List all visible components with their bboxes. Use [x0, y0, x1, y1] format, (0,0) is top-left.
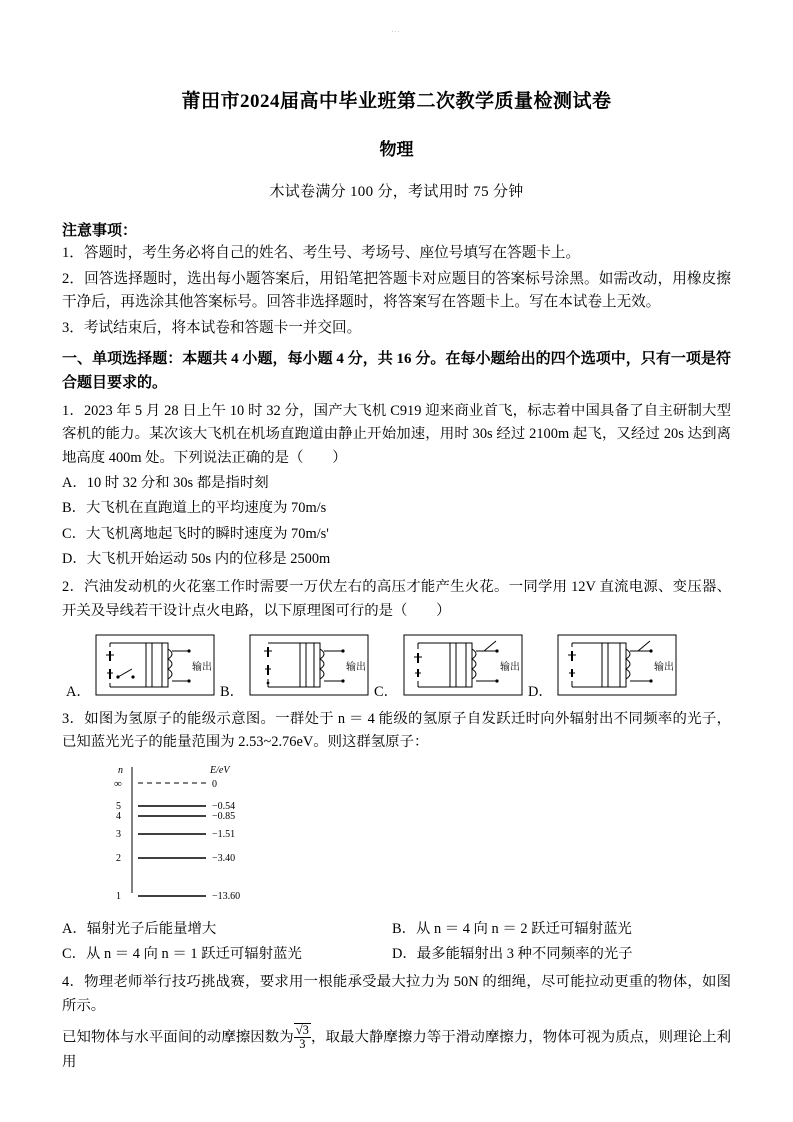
- fraction-numerator: √3: [295, 1023, 309, 1038]
- question-3-option-d: D．最多能辐射出 3 种不同频率的光子: [392, 946, 633, 963]
- question-3-option-b: B．从 n ＝ 4 向 n ＝ 2 跃迁可辐射蓝光: [392, 920, 632, 937]
- question-1-stem: 1．2023 年 5 月 28 日上午 10 时 32 分，国产大飞机 C919 迎来商业首飞，标志着中国具备了自主研制大型客机的能力。某次该大飞机在机场直跑道由静止开始加速，用时 30s 经过 2100m 起飞，又经过 20s 达到离地高度 400m 处。下列说法正确的是（ ）: [62, 403, 731, 466]
- level-label-inf: ∞: [114, 777, 122, 790]
- level-energy-3: −1.51: [212, 828, 236, 840]
- question-2-stem: 2．汽油发动机的火花塞工作时需要一万伏左右的高压才能产生火花。一同学用 12V 直流电源、变压器、开关及导线若干设计点火电路，以下原理图可行的是（ ）: [62, 579, 731, 619]
- circuit-d-output-text: 输出: [654, 662, 674, 674]
- question-3-option-c: C．从 n ＝ 4 向 n ＝ 1 跃迁可辐射蓝光: [62, 946, 302, 963]
- circuit-option-b: [220, 631, 374, 703]
- level-energy-1: −13.60: [212, 890, 241, 902]
- question-1-option-a: A．10 时 32 分和 30s 都是指时刻: [62, 475, 269, 492]
- circuit-b-output-text: 输出: [346, 662, 366, 674]
- full-mark-line: 木试卷满分 100 分，考试用时 75 分钟: [269, 184, 524, 200]
- level-label-5: 5: [116, 800, 121, 812]
- question-3-energy-level-figure: [102, 761, 731, 916]
- question-1-option-b: B．大飞机在直跑道上的平均速度为 70m/s: [62, 500, 327, 517]
- question-3-option-a: A．辐射光子后能量增大: [62, 920, 217, 937]
- question-4-stem-part-2: ，取最大静摩擦力等于滑动摩擦力，物体可视为质点，则理论上利用: [62, 1029, 731, 1071]
- energy-level-diagram: [102, 761, 332, 911]
- circuit-c-output-text: 输出: [500, 662, 520, 674]
- circuit-d-label: D．: [528, 684, 553, 701]
- level-energy-2: −3.40: [212, 852, 236, 864]
- fraction-denominator: 3: [299, 1037, 306, 1052]
- level-label-2: 2: [116, 852, 121, 864]
- notice-heading: 注意事项：: [62, 223, 138, 239]
- circuit-option-d: [528, 631, 682, 703]
- circuit-c-label: C．: [374, 684, 398, 701]
- circuit-a-label: A．: [66, 684, 91, 701]
- page-title: 莆田市2024届高中毕业班第二次教学质量检测试卷: [181, 91, 612, 112]
- circuit-b-label: B．: [220, 684, 244, 701]
- axis-label-n: n: [118, 764, 123, 776]
- level-energy-inf: 0: [212, 778, 217, 790]
- circuit-a-diagram: [92, 631, 220, 703]
- notice-item-1: 1．答题时，考生务必将自己的姓名、考生号、考场号、座位号填写在答题卡上。: [62, 245, 581, 261]
- subject-heading: 物理: [379, 140, 414, 159]
- question-1-option-d: D．大飞机开始运动 50s 内的位移是 2500m: [62, 551, 331, 568]
- circuit-option-a: [66, 631, 220, 703]
- question-2-circuit-figure: [66, 631, 731, 703]
- axis-label-energy: E/eV: [210, 764, 230, 776]
- question-4-stem-line-2: [62, 1023, 731, 1075]
- circuit-d-diagram: [554, 631, 682, 703]
- level-label-3: 3: [116, 828, 121, 840]
- circuit-c-diagram: [400, 631, 528, 703]
- page-top-mark: …: [391, 24, 402, 34]
- level-energy-5: −0.54: [212, 800, 236, 812]
- section-1-heading: 一、单项选择题：本题共 4 小题，每小题 4 分，共 16 分。在每小题给出的四个选项中，只有一项是符合题目要求的。: [62, 350, 731, 391]
- friction-coefficient-fraction: [294, 1023, 311, 1051]
- question-3-options-row-1: [62, 918, 731, 941]
- level-energy-4: −0.85: [212, 810, 236, 822]
- question-3-stem: 3．如图为氢原子的能级示意图。一群处于 n ＝ 4 能级的氢原子自发跃迁时向外辐射出不同频率的光子，已知蓝光光子的能量范围为 2.53~2.76eV。则这群氢原子：: [62, 711, 731, 751]
- question-4-stem-line-1: 4．物理老师举行技巧挑战赛，要求用一根能承受最大拉力为 50N 的细绳，尽可能拉动更重的物体，如图所示。: [62, 974, 731, 1014]
- level-label-4: 4: [116, 810, 121, 822]
- circuit-a-output-text: 输出: [192, 662, 212, 674]
- level-label-1: 1: [116, 890, 121, 902]
- notice-item-3: 3．考试结束后，将本试卷和答题卡一并交回。: [62, 319, 362, 336]
- circuit-b-diagram: [246, 631, 374, 703]
- question-1-option-c: C．大飞机离地起飞时的瞬时速度为 70m/s': [62, 525, 329, 542]
- notice-item-2: 2．回答选择题时，选出每小题答案后，用铅笔把答题卡对应题目的答案标号涂黑。如需改动，用橡皮擦干净后，再选涂其他答案标号。回答非选择题时，将答案写在答题卡上。写在本试卷上无效。: [62, 270, 731, 311]
- question-4-stem-part-1: 已知物体与水平面间的动摩擦因数为: [62, 1029, 294, 1046]
- question-3-options-row-2: [62, 943, 731, 966]
- circuit-option-c: [374, 631, 528, 703]
